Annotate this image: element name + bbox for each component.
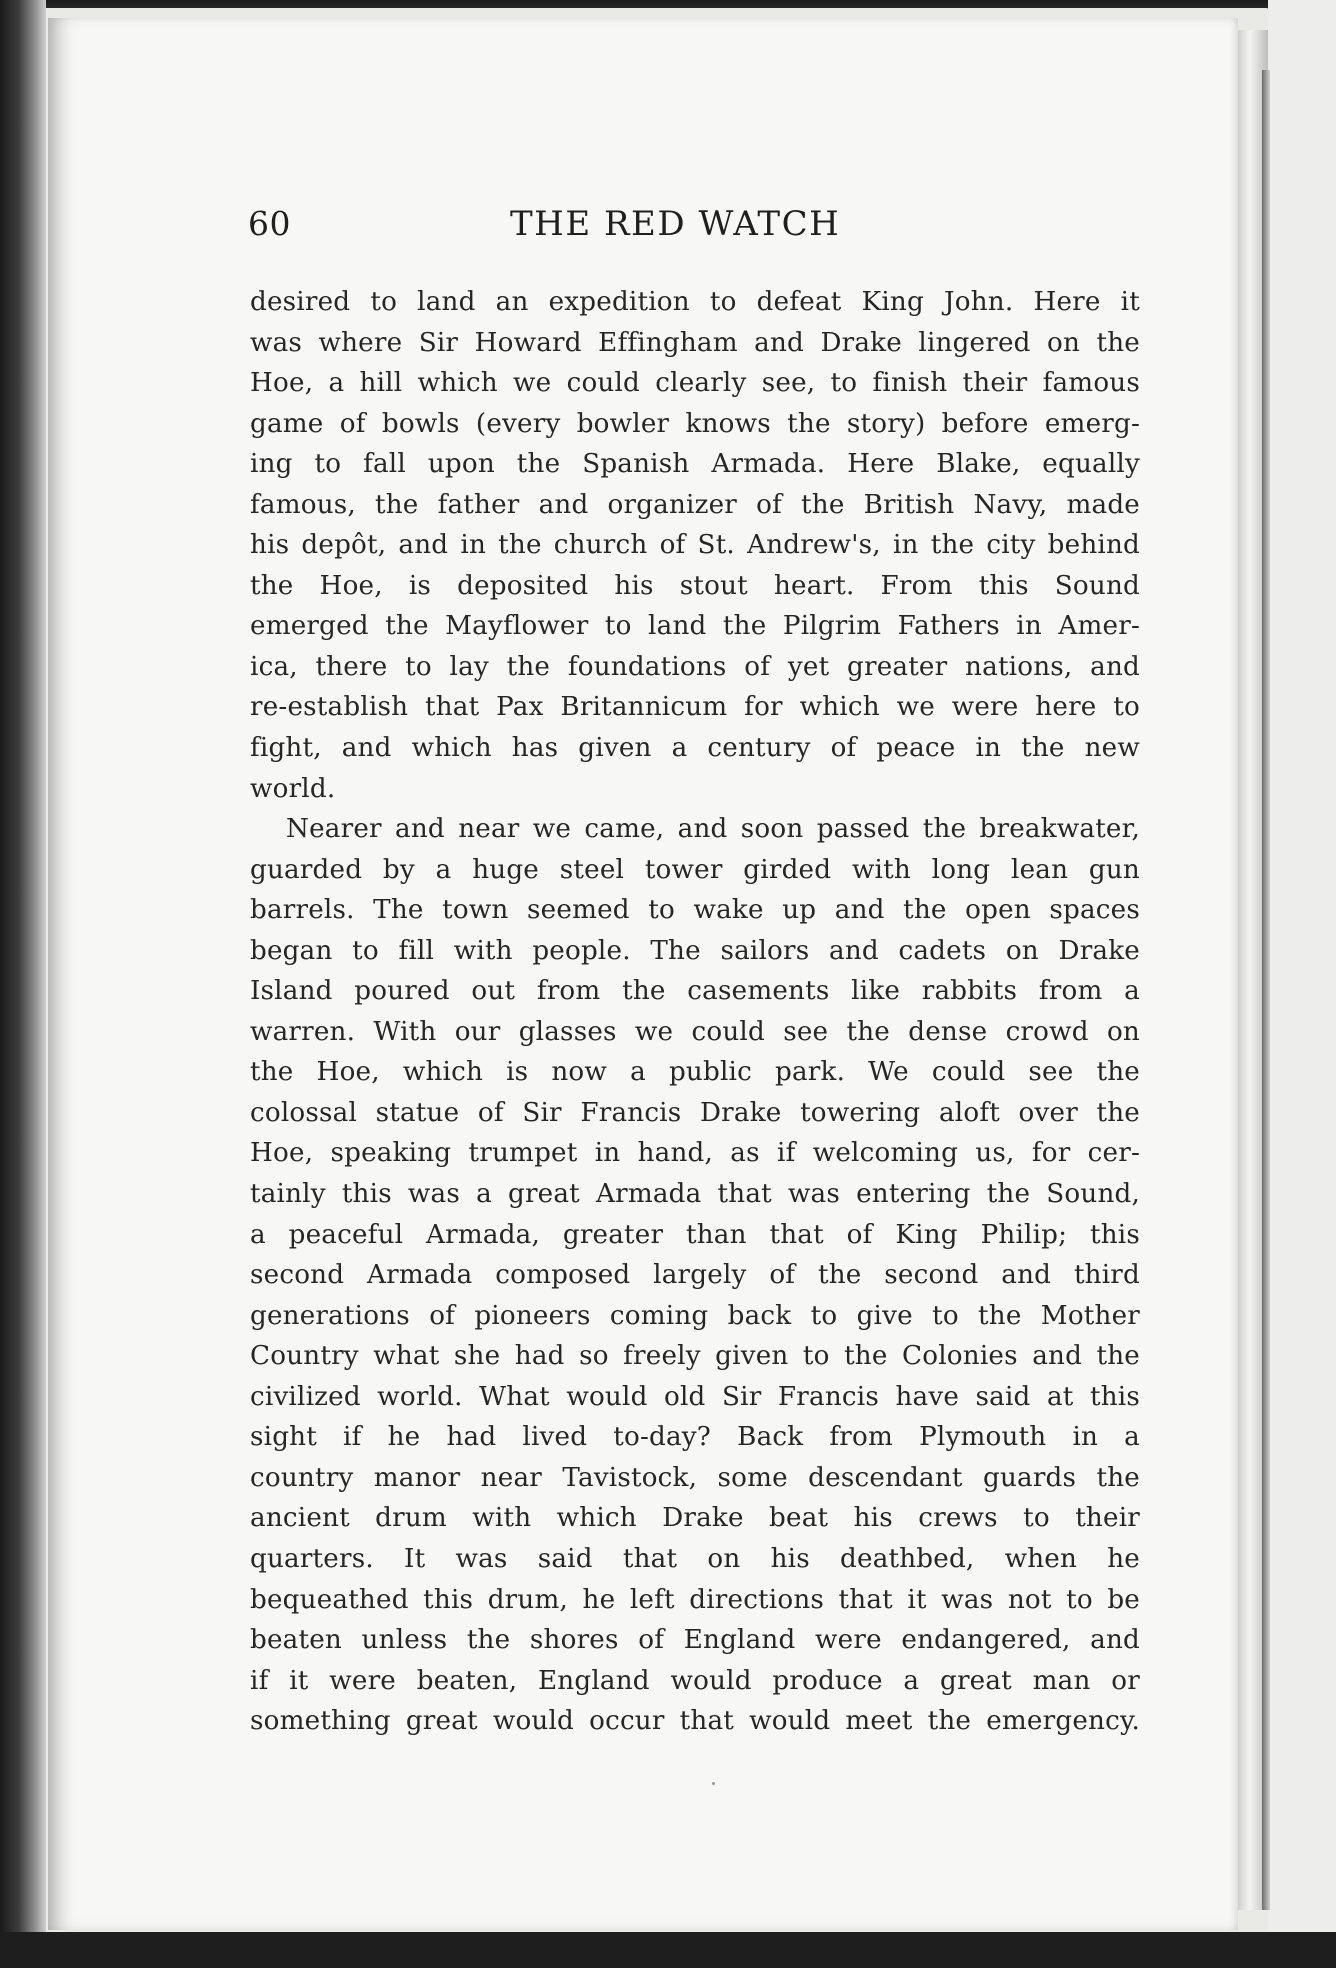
text-line: beaten unless the shores of England were endangered, and <box>250 1625 1140 1656</box>
text-line: guarded by a huge steel tower girded with long lean gun <box>250 854 1140 885</box>
text-line: a peaceful Armada, greater than that of King Philip; this <box>250 1219 1140 1250</box>
text-line: the Hoe, is deposited his stout heart. From this Sound <box>250 570 1140 601</box>
text-line: bequeathed this drum, he left directions that it was not to be <box>250 1584 1140 1615</box>
text-line: world. <box>250 773 336 804</box>
text-line: warren. With our glasses we could see the dense crowd on <box>250 1016 1140 1047</box>
text-line: civilized world. What would old Sir Francis have said at this <box>250 1381 1140 1412</box>
text-line: if it were beaten, England would produce a great man or <box>250 1665 1140 1696</box>
paragraph-first-line: desired to land an expedition to defeat King John. Here it <box>250 287 1140 317</box>
text-line: second Armada composed largely of the second and third <box>250 1260 1140 1291</box>
running-head-title: THE RED WATCH <box>510 204 841 244</box>
text-line: ing to fall upon the Spanish Armada. Here Blake, equally <box>250 449 1140 480</box>
text-line: fight, and which has given a century of peace in the new <box>250 733 1140 764</box>
text-line: his depôt, and in the church of St. Andrew's, in the city behind <box>250 530 1140 561</box>
text-line: country manor near Tavistock, some descendant guards the <box>250 1462 1140 1493</box>
text-line: Island poured out from the casements like rabbits from a <box>250 976 1140 1007</box>
scan-bottom-border <box>0 1932 1336 1968</box>
text-line: tainly this was a great Armada that was entering the Sound, <box>250 1179 1140 1210</box>
text-line: ancient drum with which Drake beat his crews to their <box>250 1503 1140 1534</box>
body-text <box>250 282 1140 1742</box>
text-line: famous, the father and organizer of the British Navy, made <box>250 489 1140 520</box>
running-header <box>248 200 1138 256</box>
text-line: Hoe, speaking trumpet in hand, as if welcoming us, for cer- <box>250 1138 1140 1169</box>
text-line: something great would occur that would meet the emergency. <box>250 1706 1140 1737</box>
facing-page-edge <box>1268 0 1336 1968</box>
text-line: barrels. The town seemed to wake up and the open spaces <box>250 895 1140 926</box>
page-number: 60 <box>248 204 291 243</box>
book-spine-edge <box>0 0 46 1968</box>
scan-speck <box>712 1782 715 1785</box>
text-line: game of bowls (every bowler knows the story) before emerg- <box>250 408 1140 439</box>
text-line: emerged the Mayflower to land the Pilgrim Fathers in Amer- <box>250 611 1140 642</box>
text-line: re-establish that Pax Britannicum for which we were here to <box>250 692 1140 723</box>
text-line: was where Sir Howard Effingham and Drake lingered on the <box>250 327 1140 358</box>
text-line: quarters. It was said that on his deathbed, when he <box>250 1543 1140 1574</box>
text-line: ica, there to lay the foundations of yet greater nations, and <box>250 651 1140 682</box>
text-line: Hoe, a hill which we could clearly see, to finish their famous <box>250 368 1140 399</box>
fore-edge-shadow <box>1262 70 1270 1910</box>
text-line: the Hoe, which is now a public park. We could see the <box>250 1057 1140 1088</box>
text-line: began to fill with people. The sailors and cadets on Drake <box>250 935 1140 966</box>
text-line: sight if he had lived to-day? Back from Plymouth in a <box>250 1422 1140 1453</box>
text-line: colossal statue of Sir Francis Drake towering aloft over the <box>250 1097 1140 1128</box>
text-line: Country what she had so freely given to the Colonies and the <box>250 1341 1140 1372</box>
paragraph-first-line: Nearer and near we came, and soon passed the breakwater, <box>286 814 1140 845</box>
text-line: generations of pioneers coming back to give to the Mother <box>250 1300 1140 1331</box>
